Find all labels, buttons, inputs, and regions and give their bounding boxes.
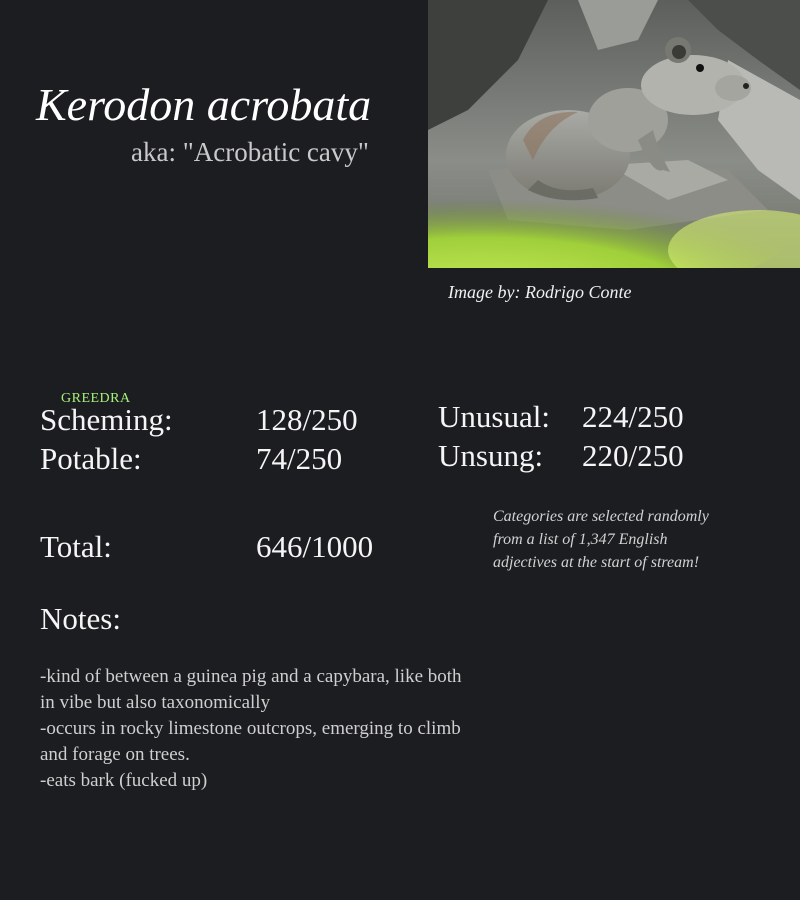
- stat-label-potable: Potable:: [40, 441, 142, 476]
- notes-line: -kind of between a guinea pig and a capybara, like both: [40, 666, 462, 687]
- notes-line: and forage on trees.: [40, 744, 190, 765]
- stat-value-unsung: 220/250: [582, 438, 684, 473]
- species-common-name: aka: "Acrobatic cavy": [131, 137, 369, 167]
- stat-label-unsung: Unsung:: [438, 438, 544, 473]
- total-label: Total:: [40, 529, 112, 564]
- image-credit: Image by: Rodrigo Conte: [448, 282, 632, 302]
- notes-line: -eats bark (fucked up): [40, 770, 208, 791]
- stat-value-unusual: 224/250: [582, 399, 684, 434]
- notes-line: in vibe but also taxonomically: [40, 692, 271, 713]
- total-value: 646/1000: [256, 529, 374, 564]
- species-title: Kerodon acrobata: [36, 79, 372, 130]
- category-note-line: from a list of 1,347 English: [493, 531, 668, 548]
- category-note-line: Categories are selected randomly: [493, 508, 709, 525]
- stat-label-scheming: Scheming:: [40, 402, 173, 437]
- notes-heading: Notes:: [40, 601, 121, 636]
- category-note: [493, 505, 793, 574]
- category-note-line: adjectives at the start of stream!: [493, 554, 700, 571]
- greedra-tag: GREEDRA: [61, 391, 131, 406]
- stat-value-potable: 74/250: [256, 441, 343, 476]
- cavy-photo: [428, 0, 800, 268]
- stat-value-scheming: 128/250: [256, 402, 358, 437]
- notes-body: [40, 664, 540, 794]
- stat-label-unusual: Unusual:: [438, 399, 550, 434]
- notes-line: -occurs in rocky limestone outcrops, emerging to climb: [40, 718, 461, 739]
